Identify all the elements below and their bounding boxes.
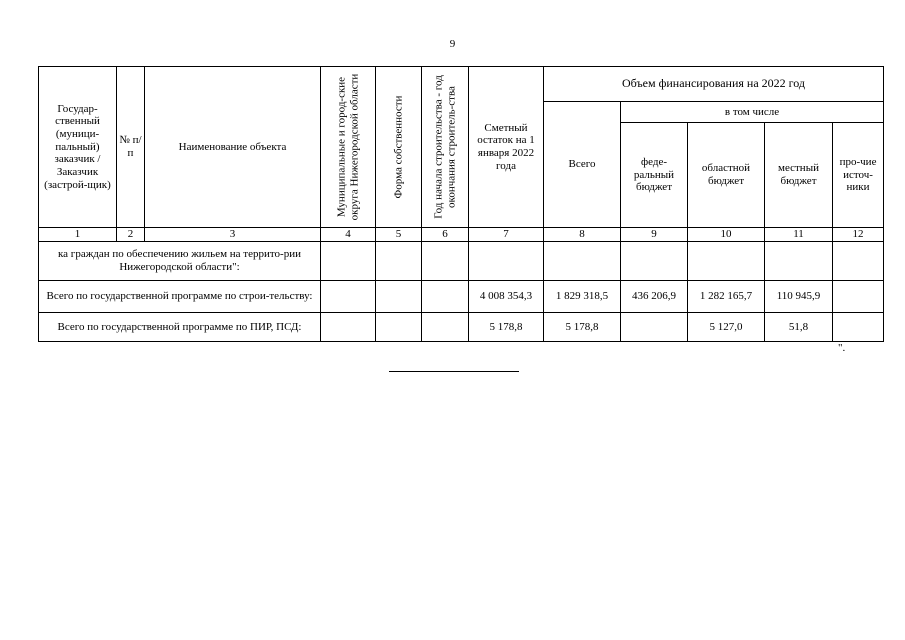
total-cell: 5 178,8 [544,313,621,342]
column-number: 11 [765,228,833,242]
column-number: 4 [321,228,376,242]
federal-cell: 436 206,9 [621,281,688,313]
table-row [39,281,884,313]
header-object-name: Наименование объекта [145,67,321,228]
empty-cell [321,242,376,281]
header-including: в том числе [621,102,884,123]
estimate-cell: 5 178,8 [469,313,544,342]
estimate-cell [469,242,544,281]
column-number: 7 [469,228,544,242]
federal-cell [621,313,688,342]
regional-cell [688,242,765,281]
other-cell [833,313,884,342]
closing-quote: ". [838,342,846,354]
column-number: 12 [833,228,884,242]
header-number: № п/п [117,67,145,228]
empty-cell [422,313,469,342]
header-municipal: Муниципальные и город-ские округа Нижегородской области [321,67,376,228]
header-local: местный бюджет [765,123,833,228]
estimate-cell: 4 008 354,3 [469,281,544,313]
local-cell: 51,8 [765,313,833,342]
regional-cell: 1 282 165,7 [688,281,765,313]
regional-cell: 5 127,0 [688,313,765,342]
header-total: Всего [544,102,621,228]
column-number: 3 [145,228,321,242]
empty-cell [376,313,422,342]
column-number: 1 [39,228,117,242]
row-label: Всего по государственной программе по ПИР, ПСД: [39,313,321,342]
total-cell: 1 829 318,5 [544,281,621,313]
column-number: 6 [422,228,469,242]
column-number: 2 [117,228,145,242]
header-regional: областной бюджет [688,123,765,228]
empty-cell [422,242,469,281]
header-other: про-чие источ-ники [833,123,884,228]
total-cell [544,242,621,281]
row-label: Всего по государственной программе по строи-тельству: [39,281,321,313]
header-years: Год начала строительства - год окончания строитель-ства [422,67,469,228]
page-number: 9 [449,38,456,50]
header-ownership: Форма собственности [376,67,422,228]
column-number: 9 [621,228,688,242]
table-row [39,242,884,281]
empty-cell [376,242,422,281]
header-estimate: Сметный остаток на 1 января 2022 года [469,67,544,228]
empty-cell [321,313,376,342]
separator-line [389,371,519,372]
other-cell [833,242,884,281]
empty-cell [422,281,469,313]
federal-cell [621,242,688,281]
column-number: 10 [688,228,765,242]
local-cell: 110 945,9 [765,281,833,313]
local-cell [765,242,833,281]
empty-cell [376,281,422,313]
column-number: 8 [544,228,621,242]
header-funding: Объем финансирования на 2022 год [544,67,884,102]
header-customer: Государ-ственный (муници-пальный) заказчик / Заказчик (застрой-щик) [39,67,117,228]
table-row [39,313,884,342]
column-number-row [39,228,884,242]
header-federal: феде-ральный бюджет [621,123,688,228]
row-label: ка граждан по обеспечению жильем на террито-рии Нижегородской области": [39,242,321,281]
column-number: 5 [376,228,422,242]
empty-cell [321,281,376,313]
other-cell [833,281,884,313]
financing-table [38,66,884,342]
